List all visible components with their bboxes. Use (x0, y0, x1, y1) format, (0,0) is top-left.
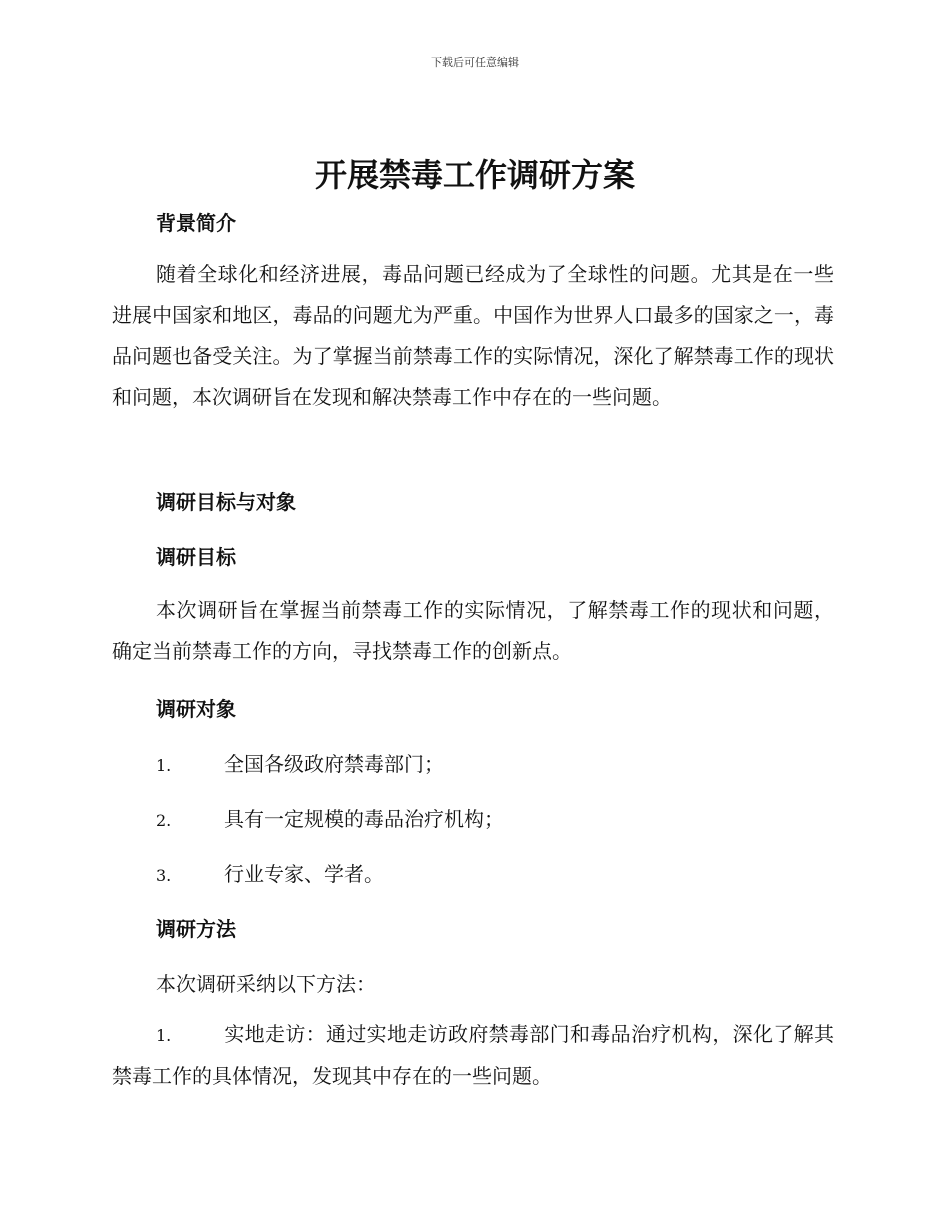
header-note: 下载后可任意编辑 (431, 56, 519, 69)
list-item (156, 858, 384, 887)
list-item (156, 748, 444, 777)
list-text: 行业专家、学者。 (224, 862, 384, 886)
list-item (156, 803, 504, 832)
section-heading-goals-objects: 调研目标与对象 (156, 490, 296, 514)
list-number: 3. (156, 866, 172, 885)
paragraph-background: 随着全球化和经济进展，毒品问题已经成为了全球性的问题。尤其是在一些进展中国家和地区，毒品的问题尤为严重。中国作为世界人口最多的国家之一，毒品问题也备受关注。为了掌握当前禁毒工作的实际情况，深化了解禁毒工作的现状和问题，本次调研旨在发现和解决禁毒工作中存在的一些问题。 (112, 262, 834, 409)
paragraph-methods-intro: 本次调研采纳以下方法： (156, 972, 376, 996)
list-number: 1. (156, 1026, 172, 1045)
paragraph-goals: 本次调研旨在掌握当前禁毒工作的实际情况，了解禁毒工作的现状和问题，确定当前禁毒工作的方向，寻找禁毒工作的创新点。 (112, 598, 834, 663)
list-item (112, 1014, 834, 1097)
list-number: 2. (156, 811, 172, 830)
section-heading-objects: 调研对象 (156, 697, 236, 721)
section-heading-methods: 调研方法 (156, 917, 236, 941)
list-text: 全国各级政府禁毒部门； (224, 752, 444, 776)
list-text: 具有一定规模的毒品治疗机构； (224, 807, 504, 831)
section-heading-goals: 调研目标 (156, 545, 236, 569)
list-number: 1. (156, 756, 172, 775)
list-text: 实地走访：通过实地走访政府禁毒部门和毒品治疗机构，深化了解其禁毒工作的具体情况，发现其中存在的一些问题。 (112, 1022, 834, 1088)
document-title: 开展禁毒工作调研方案 (314, 156, 635, 194)
section-heading-background: 背景简介 (156, 211, 236, 235)
